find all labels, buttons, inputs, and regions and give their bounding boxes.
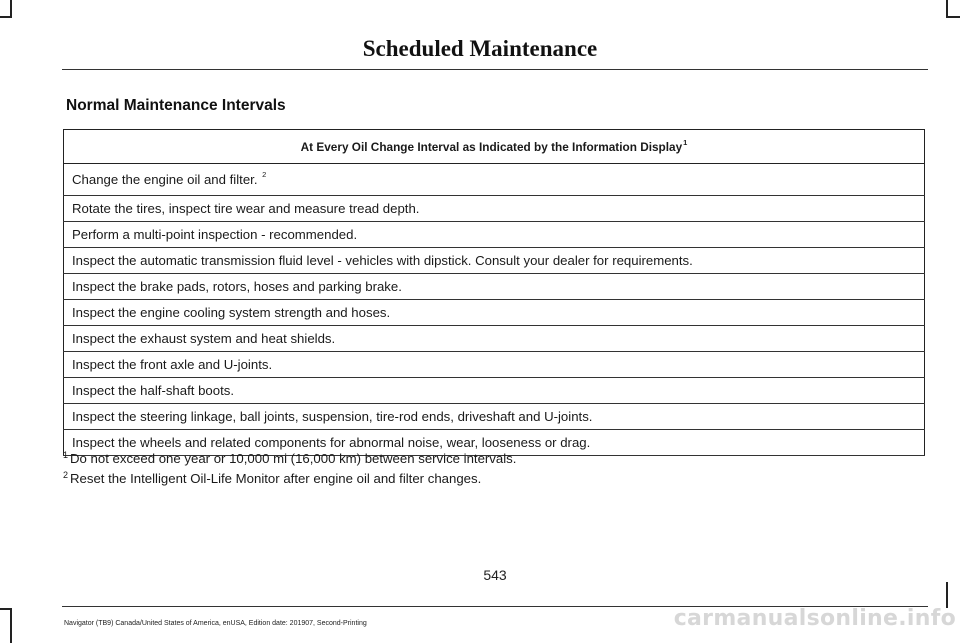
- table-row: [64, 274, 925, 300]
- crop-mark: [0, 608, 12, 610]
- table-row: [64, 378, 925, 404]
- header-rule: [62, 69, 928, 70]
- row-text: Change the engine oil and filter.: [72, 172, 258, 187]
- table-row: [64, 248, 925, 274]
- table-header-text: At Every Oil Change Interval as Indicated by the Information Display: [300, 139, 683, 154]
- table-row: [64, 404, 925, 430]
- table-row: [64, 196, 925, 222]
- table-row: [64, 164, 925, 196]
- table-cell: Inspect the exhaust system and heat shields.: [64, 326, 925, 352]
- footnote-1: [63, 451, 516, 466]
- footnote-ref: 1: [683, 137, 688, 147]
- table-cell: Inspect the engine cooling system strength and hoses.: [64, 300, 925, 326]
- crop-mark: [10, 608, 12, 643]
- crop-mark: [946, 582, 948, 608]
- crop-mark: [0, 16, 12, 18]
- footnote-text: Do not exceed one year or 10,000 mi (16,000 km) between service intervals.: [70, 451, 517, 466]
- maintenance-table: [63, 129, 925, 456]
- table-row: [64, 222, 925, 248]
- table-cell: Inspect the automatic transmission fluid level - vehicles with dipstick. Consult your dealer for requirements.: [64, 248, 925, 274]
- table-cell: [64, 164, 925, 196]
- table-row: [64, 326, 925, 352]
- crop-mark: [946, 16, 960, 18]
- table-cell: Perform a multi-point inspection - recommended.: [64, 222, 925, 248]
- table-header-row: [64, 130, 925, 164]
- watermark: carmanualsonline.info: [673, 606, 956, 631]
- table-row: [64, 300, 925, 326]
- edition-info: Navigator (TB9) Canada/United States of America, enUSA, Edition date: 201907, Second-Printing: [64, 620, 367, 627]
- crop-mark: [946, 0, 948, 16]
- table-header-cell: [64, 130, 925, 164]
- table-cell: Inspect the front axle and U-joints.: [64, 352, 925, 378]
- table-cell: Inspect the brake pads, rotors, hoses and parking brake.: [64, 274, 925, 300]
- footnote-2: [63, 471, 481, 486]
- footnote-ref: 2: [262, 170, 267, 179]
- table-cell: Inspect the wheels and related components for abnormal noise, wear, looseness or drag.: [64, 430, 925, 456]
- footnote-marker: 1: [63, 450, 69, 460]
- page-number: 543: [483, 567, 507, 583]
- table-cell: Inspect the steering linkage, ball joints, suspension, tire-rod ends, driveshaft and U-joints.: [64, 404, 925, 430]
- crop-mark: [10, 0, 12, 16]
- section-title: Scheduled Maintenance: [362, 36, 598, 61]
- subheading: Normal Maintenance Intervals: [66, 97, 286, 114]
- table-row: [64, 352, 925, 378]
- table-cell: Rotate the tires, inspect tire wear and measure tread depth.: [64, 196, 925, 222]
- footnote-marker: 2: [63, 470, 69, 480]
- footnote-text: Reset the Intelligent Oil-Life Monitor after engine oil and filter changes.: [70, 471, 482, 486]
- table-cell: Inspect the half-shaft boots.: [64, 378, 925, 404]
